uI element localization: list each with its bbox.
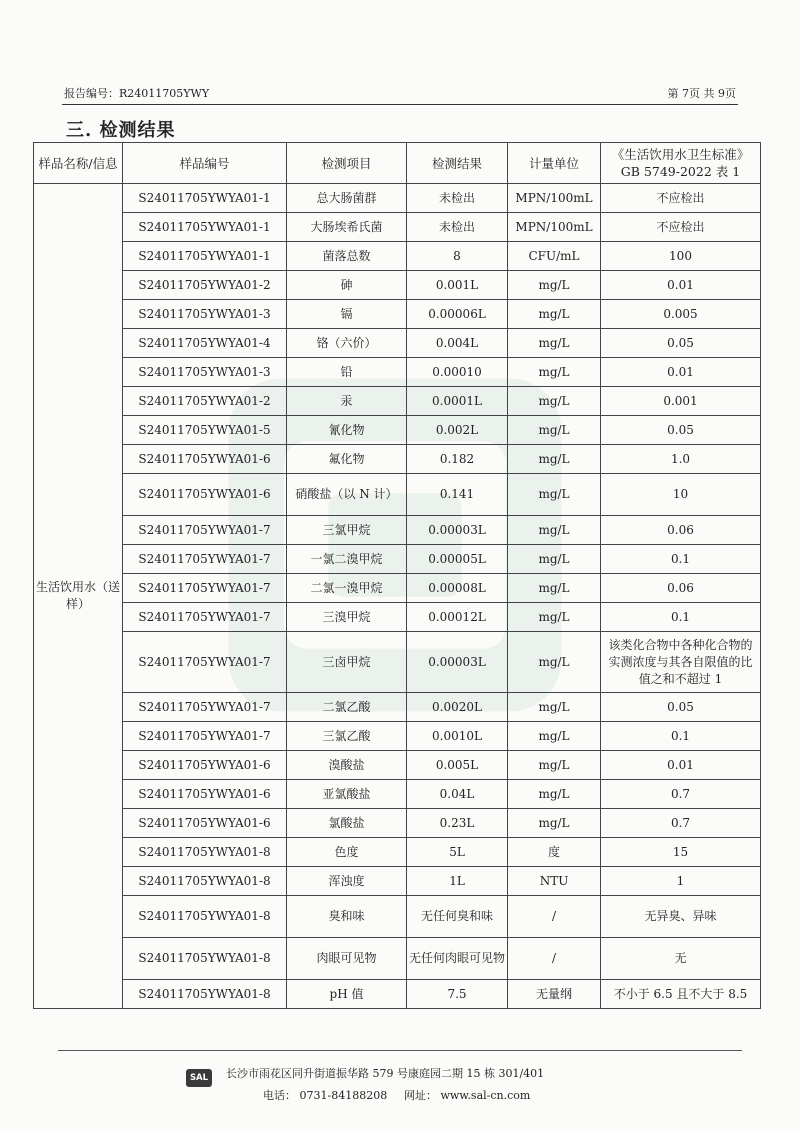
sample-id-cell: S24011705YWYA01-8 bbox=[123, 896, 287, 938]
item-cell: 硝酸盐（以 N 计） bbox=[287, 474, 407, 516]
col-sample-name: 样品名称/信息 bbox=[34, 143, 123, 184]
col-result: 检测结果 bbox=[407, 143, 508, 184]
item-cell: 溴酸盐 bbox=[287, 751, 407, 780]
item-cell: 二氯乙酸 bbox=[287, 693, 407, 722]
unit-cell: mg/L bbox=[508, 300, 601, 329]
table-row bbox=[34, 416, 761, 445]
table-row bbox=[34, 867, 761, 896]
table-row bbox=[34, 545, 761, 574]
unit-cell: mg/L bbox=[508, 358, 601, 387]
table-row bbox=[34, 938, 761, 980]
sample-id-cell: S24011705YWYA01-7 bbox=[123, 722, 287, 751]
table-row bbox=[34, 242, 761, 271]
limit-cell: 0.01 bbox=[601, 271, 761, 300]
sample-id-cell: S24011705YWYA01-6 bbox=[123, 751, 287, 780]
sample-id-cell: S24011705YWYA01-2 bbox=[123, 271, 287, 300]
result-cell: 0.141 bbox=[407, 474, 508, 516]
limit-cell: 不应检出 bbox=[601, 213, 761, 242]
item-cell: 浑浊度 bbox=[287, 867, 407, 896]
table-row bbox=[34, 780, 761, 809]
result-cell: 未检出 bbox=[407, 213, 508, 242]
item-cell: 二氯一溴甲烷 bbox=[287, 574, 407, 603]
sample-id-cell: S24011705YWYA01-3 bbox=[123, 300, 287, 329]
table-row bbox=[34, 445, 761, 474]
limit-cell: 10 bbox=[601, 474, 761, 516]
unit-cell: mg/L bbox=[508, 445, 601, 474]
item-cell: 汞 bbox=[287, 387, 407, 416]
result-cell: 5L bbox=[407, 838, 508, 867]
item-cell: 氟化物 bbox=[287, 445, 407, 474]
limit-cell: 0.7 bbox=[601, 809, 761, 838]
unit-cell: mg/L bbox=[508, 387, 601, 416]
sample-id-cell: S24011705YWYA01-6 bbox=[123, 780, 287, 809]
table-row bbox=[34, 574, 761, 603]
sample-id-cell: S24011705YWYA01-6 bbox=[123, 474, 287, 516]
result-cell: 0.04L bbox=[407, 780, 508, 809]
result-cell: 0.182 bbox=[407, 445, 508, 474]
col-item: 检测项目 bbox=[287, 143, 407, 184]
unit-cell: mg/L bbox=[508, 603, 601, 632]
item-cell: 色度 bbox=[287, 838, 407, 867]
col-standard: 《生活饮用水卫生标准》GB 5749-2022 表 1 bbox=[601, 143, 761, 184]
limit-cell: 0.01 bbox=[601, 751, 761, 780]
limit-cell: 0.01 bbox=[601, 358, 761, 387]
item-cell: 铅 bbox=[287, 358, 407, 387]
item-cell: 三溴甲烷 bbox=[287, 603, 407, 632]
unit-cell: NTU bbox=[508, 867, 601, 896]
result-cell: 8 bbox=[407, 242, 508, 271]
table-row bbox=[34, 751, 761, 780]
limit-cell: 0.05 bbox=[601, 416, 761, 445]
table-row bbox=[34, 213, 761, 242]
limit-cell: 0.06 bbox=[601, 516, 761, 545]
item-cell: 三氯乙酸 bbox=[287, 722, 407, 751]
result-cell: 未检出 bbox=[407, 184, 508, 213]
page-number: 第 7页 共 9页 bbox=[667, 87, 736, 100]
limit-cell: 不小于 6.5 且不大于 8.5 bbox=[601, 980, 761, 1009]
sample-id-cell: S24011705YWYA01-5 bbox=[123, 416, 287, 445]
table-row bbox=[34, 693, 761, 722]
results-table bbox=[33, 142, 761, 1009]
unit-cell: mg/L bbox=[508, 329, 601, 358]
sample-info-cell: 生活饮用水（送样） bbox=[34, 184, 123, 1009]
unit-cell: mg/L bbox=[508, 474, 601, 516]
item-cell: 一氯二溴甲烷 bbox=[287, 545, 407, 574]
result-cell: 0.0010L bbox=[407, 722, 508, 751]
unit-cell: CFU/mL bbox=[508, 242, 601, 271]
result-cell: 7.5 bbox=[407, 980, 508, 1009]
item-cell: 肉眼可见物 bbox=[287, 938, 407, 980]
section-title: 三. 检测结果 bbox=[66, 120, 176, 141]
unit-cell: mg/L bbox=[508, 751, 601, 780]
result-cell: 0.00010 bbox=[407, 358, 508, 387]
result-cell: 0.005L bbox=[407, 751, 508, 780]
item-cell: 镉 bbox=[287, 300, 407, 329]
sample-id-cell: S24011705YWYA01-8 bbox=[123, 938, 287, 980]
limit-cell: 0.001 bbox=[601, 387, 761, 416]
footer-website: 网址： www.sal-cn.com bbox=[404, 1089, 531, 1102]
sample-id-cell: S24011705YWYA01-8 bbox=[123, 867, 287, 896]
table-row bbox=[34, 809, 761, 838]
unit-cell: mg/L bbox=[508, 271, 601, 300]
table-row bbox=[34, 474, 761, 516]
item-cell: 铬（六价） bbox=[287, 329, 407, 358]
unit-cell: mg/L bbox=[508, 722, 601, 751]
result-cell: 0.004L bbox=[407, 329, 508, 358]
sample-id-cell: S24011705YWYA01-3 bbox=[123, 358, 287, 387]
result-cell: 0.00006L bbox=[407, 300, 508, 329]
unit-cell: / bbox=[508, 938, 601, 980]
result-cell: 0.002L bbox=[407, 416, 508, 445]
sal-logo-icon: SAL bbox=[186, 1069, 212, 1087]
col-sample-id: 样品编号 bbox=[123, 143, 287, 184]
table-body bbox=[34, 184, 761, 1009]
sample-id-cell: S24011705YWYA01-8 bbox=[123, 980, 287, 1009]
unit-cell: mg/L bbox=[508, 574, 601, 603]
unit-cell: mg/L bbox=[508, 516, 601, 545]
result-cell: 1L bbox=[407, 867, 508, 896]
table-row bbox=[34, 516, 761, 545]
result-cell: 0.00008L bbox=[407, 574, 508, 603]
unit-cell: MPN/100mL bbox=[508, 213, 601, 242]
item-cell: pH 值 bbox=[287, 980, 407, 1009]
item-cell: 亚氯酸盐 bbox=[287, 780, 407, 809]
limit-cell: 100 bbox=[601, 242, 761, 271]
table-row bbox=[34, 184, 761, 213]
limit-cell: 0.1 bbox=[601, 545, 761, 574]
table-row bbox=[34, 329, 761, 358]
limit-cell: 0.1 bbox=[601, 603, 761, 632]
result-cell: 0.00003L bbox=[407, 632, 508, 693]
limit-cell: 0.05 bbox=[601, 693, 761, 722]
result-cell: 0.23L bbox=[407, 809, 508, 838]
sample-id-cell: S24011705YWYA01-7 bbox=[123, 574, 287, 603]
limit-cell: 0.005 bbox=[601, 300, 761, 329]
footer-phone: 电话： 0731-84188208 bbox=[263, 1089, 388, 1102]
sample-id-cell: S24011705YWYA01-7 bbox=[123, 516, 287, 545]
report-number: 报告编号：R24011705YWY bbox=[64, 87, 210, 100]
sample-id-cell: S24011705YWYA01-7 bbox=[123, 632, 287, 693]
unit-cell: / bbox=[508, 896, 601, 938]
result-cell: 0.00005L bbox=[407, 545, 508, 574]
result-cell: 无任何肉眼可见物 bbox=[407, 938, 508, 980]
unit-cell: mg/L bbox=[508, 809, 601, 838]
sample-id-cell: S24011705YWYA01-7 bbox=[123, 545, 287, 574]
item-cell: 臭和味 bbox=[287, 896, 407, 938]
limit-cell: 0.06 bbox=[601, 574, 761, 603]
unit-cell: mg/L bbox=[508, 780, 601, 809]
limit-cell: 0.7 bbox=[601, 780, 761, 809]
sample-id-cell: S24011705YWYA01-8 bbox=[123, 838, 287, 867]
item-cell: 氰化物 bbox=[287, 416, 407, 445]
limit-cell: 0.1 bbox=[601, 722, 761, 751]
table-row bbox=[34, 358, 761, 387]
table-row bbox=[34, 300, 761, 329]
table-row bbox=[34, 632, 761, 693]
result-cell: 0.001L bbox=[407, 271, 508, 300]
col-unit: 计量单位 bbox=[508, 143, 601, 184]
sample-id-cell: S24011705YWYA01-7 bbox=[123, 603, 287, 632]
item-cell: 菌落总数 bbox=[287, 242, 407, 271]
sample-id-cell: S24011705YWYA01-6 bbox=[123, 809, 287, 838]
item-cell: 三卤甲烷 bbox=[287, 632, 407, 693]
unit-cell: mg/L bbox=[508, 632, 601, 693]
table-row bbox=[34, 387, 761, 416]
page-header bbox=[62, 86, 738, 105]
sample-id-cell: S24011705YWYA01-1 bbox=[123, 242, 287, 271]
unit-cell: 度 bbox=[508, 838, 601, 867]
item-cell: 三氯甲烷 bbox=[287, 516, 407, 545]
item-cell: 总大肠菌群 bbox=[287, 184, 407, 213]
unit-cell: MPN/100mL bbox=[508, 184, 601, 213]
limit-cell: 0.05 bbox=[601, 329, 761, 358]
footer-address: 长沙市雨花区同升街道振华路 579 号康庭园二期 15 栋 301/401 bbox=[226, 1067, 545, 1080]
table-row bbox=[34, 896, 761, 938]
sample-id-cell: S24011705YWYA01-1 bbox=[123, 213, 287, 242]
sample-id-cell: S24011705YWYA01-4 bbox=[123, 329, 287, 358]
result-cell: 0.0001L bbox=[407, 387, 508, 416]
item-cell: 大肠埃希氏菌 bbox=[287, 213, 407, 242]
table-row bbox=[34, 271, 761, 300]
item-cell: 砷 bbox=[287, 271, 407, 300]
limit-cell: 不应检出 bbox=[601, 184, 761, 213]
sample-id-cell: S24011705YWYA01-7 bbox=[123, 693, 287, 722]
result-cell: 无任何臭和味 bbox=[407, 896, 508, 938]
unit-cell: 无量纲 bbox=[508, 980, 601, 1009]
sample-id-cell: S24011705YWYA01-1 bbox=[123, 184, 287, 213]
limit-cell: 15 bbox=[601, 838, 761, 867]
limit-cell: 1.0 bbox=[601, 445, 761, 474]
limit-cell: 无 bbox=[601, 938, 761, 980]
limit-cell: 该类化合物中各种化合物的实测浓度与其各自限值的比值之和不超过 1 bbox=[601, 632, 761, 693]
footer-divider bbox=[58, 1050, 742, 1051]
result-cell: 0.00003L bbox=[407, 516, 508, 545]
limit-cell: 1 bbox=[601, 867, 761, 896]
table-row bbox=[34, 603, 761, 632]
table-row bbox=[34, 980, 761, 1009]
sample-id-cell: S24011705YWYA01-2 bbox=[123, 387, 287, 416]
table-row bbox=[34, 838, 761, 867]
result-cell: 0.00012L bbox=[407, 603, 508, 632]
sample-id-cell: S24011705YWYA01-6 bbox=[123, 445, 287, 474]
unit-cell: mg/L bbox=[508, 545, 601, 574]
table-row bbox=[34, 722, 761, 751]
unit-cell: mg/L bbox=[508, 693, 601, 722]
table-header-row bbox=[34, 143, 761, 184]
unit-cell: mg/L bbox=[508, 416, 601, 445]
item-cell: 氯酸盐 bbox=[287, 809, 407, 838]
result-cell: 0.0020L bbox=[407, 693, 508, 722]
limit-cell: 无异臭、异味 bbox=[601, 896, 761, 938]
